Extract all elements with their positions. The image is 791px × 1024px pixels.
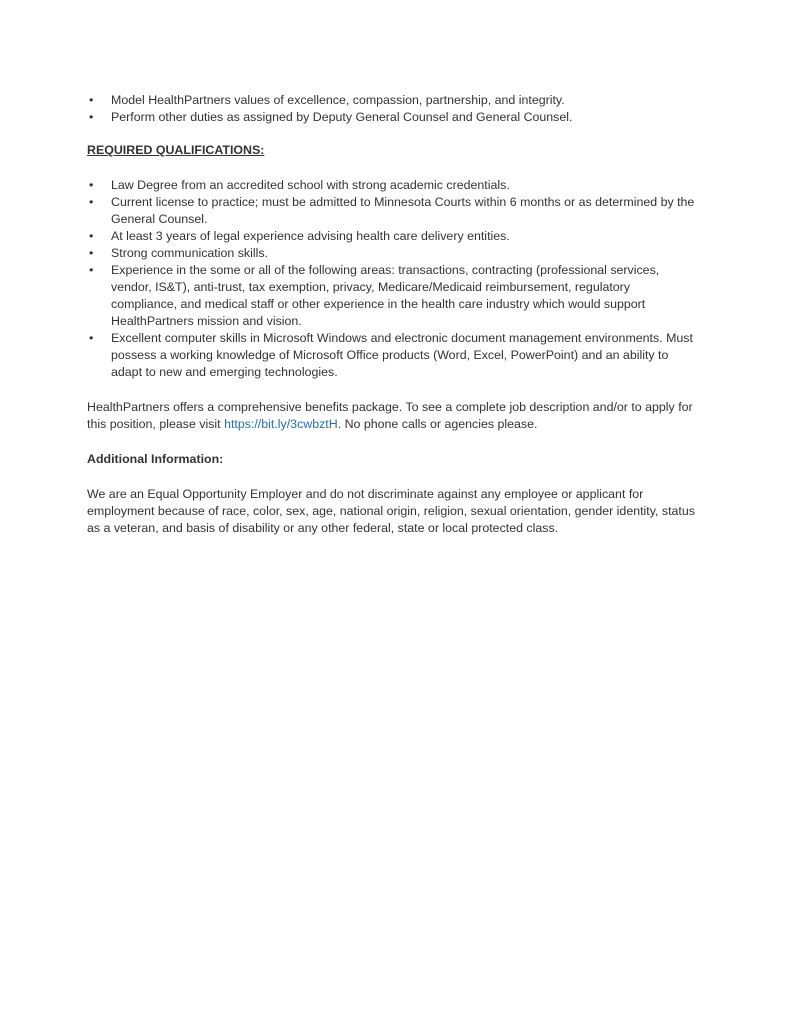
benefits-paragraph (87, 399, 699, 433)
list-item-text: At least 3 years of legal experience advising health care delivery entities. (111, 229, 510, 243)
eeo-paragraph: We are an Equal Opportunity Employer and do not discriminate against any employee or applicant for employment because of race, color, sex, age, national origin, religion, sexual orientation, gender identity, status as a veteran, and basis of disability or any other federal, state or local protected class. (87, 487, 695, 535)
list-item (87, 330, 699, 381)
list-item (87, 109, 699, 126)
list-item-text: Experience in the some or all of the following areas: transactions, contracting (professional services, vendor, IS&T), anti-trust, tax exemption, privacy, Medicare/Medicaid reimbursement, regulatory compliance, and medical staff or other experience in the health care industry which would support HealthPartners mission and vision. (111, 263, 660, 328)
application-link[interactable]: https://bit.ly/3cwbztH (224, 417, 338, 431)
list-item (87, 228, 699, 245)
benefits-text-after: . No phone calls or agencies please. (337, 417, 538, 431)
list-item (87, 194, 699, 228)
list-item-text: Law Degree from an accredited school with strong academic credentials. (111, 178, 510, 192)
list-item-text: Excellent computer skills in Microsoft Windows and electronic document management environments. Must possess a working knowledge of Microsoft Office products (Word, Excel, PowerPoint) and an ability to adapt to new and emerging technologies. (111, 331, 693, 379)
list-item-text: Model HealthPartners values of excellence, compassion, partnership, and integrity. (111, 93, 565, 107)
list-item (87, 262, 699, 330)
qualifications-list (87, 177, 699, 381)
required-qualifications-heading: REQUIRED QUALIFICATIONS: (87, 143, 265, 157)
duties-list (87, 92, 699, 126)
bullet-icon: • (89, 178, 94, 192)
bullet-icon: • (89, 229, 94, 243)
bullet-icon: • (89, 263, 94, 277)
bullet-icon: • (89, 93, 94, 107)
benefits-text-before: HealthPartners offers a comprehensive benefits package. To see a complete job description and/or to apply for this position, please visit (87, 400, 693, 431)
list-item (87, 245, 699, 262)
list-item-text: Strong communication skills. (111, 246, 269, 260)
list-item-text: Current license to practice; must be admitted to Minnesota Courts within 6 months or as determined by the General Counsel. (111, 195, 695, 226)
list-item-text: Perform other duties as assigned by Deputy General Counsel and General Counsel. (111, 110, 573, 124)
document-content (87, 92, 699, 537)
bullet-icon: • (89, 195, 94, 209)
spacer (87, 381, 699, 399)
additional-information-heading: Additional Information: (87, 452, 224, 466)
bullet-icon: • (89, 246, 94, 260)
list-item (87, 177, 699, 194)
bullet-icon: • (89, 331, 94, 345)
list-item (87, 92, 699, 109)
bullet-icon: • (89, 110, 94, 124)
